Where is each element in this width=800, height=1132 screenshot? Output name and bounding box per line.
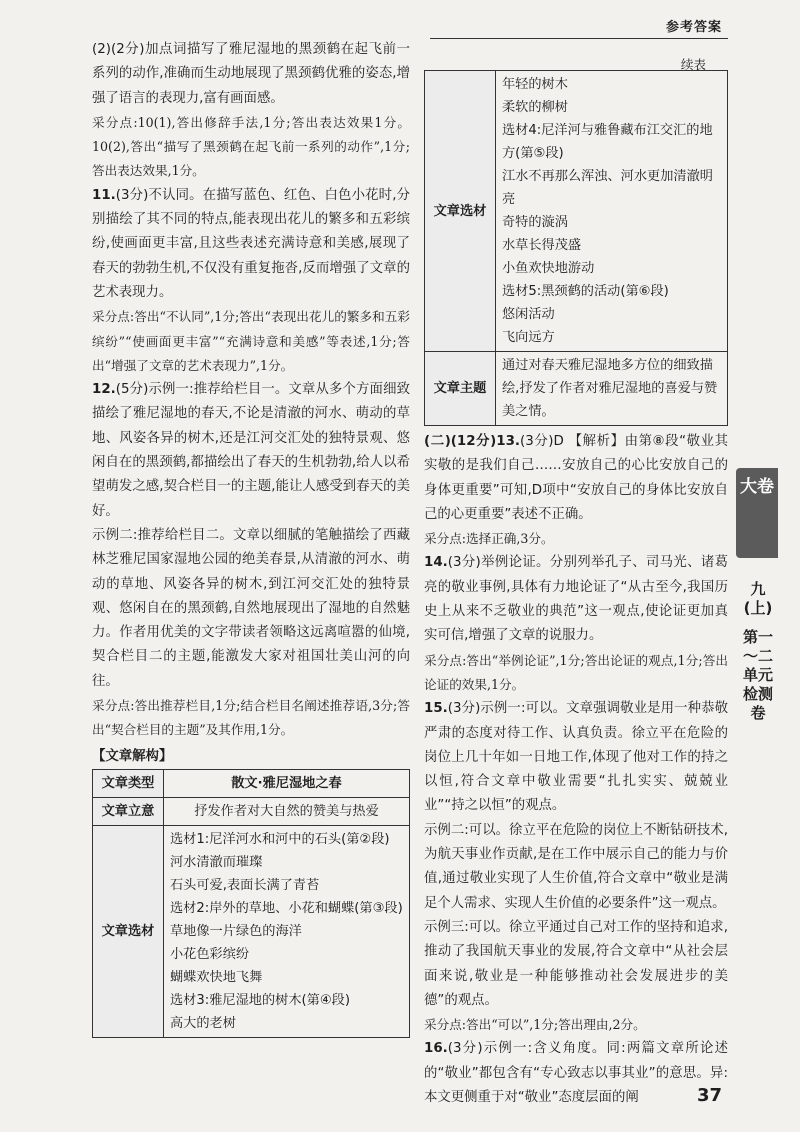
material-2: 选材2:岸外的草地、小花和蝴蝶(第③段) [170, 900, 403, 916]
material-2b: 小花色彩缤纷 [170, 946, 250, 962]
material-3b: 年轻的树木 [502, 77, 568, 92]
material-label-continued: 文章选材 [425, 71, 496, 352]
q10-scoring: 采分点:10(1),答出修辞手法,1分;答出表达效果1分。10(2),答出“描写了黑颈鹤在起飞前一系列的动作”,1分;答出表达效果,1分。 [92, 114, 410, 179]
q14-answer: (3分)举例论证。分别列举孔子、司马光、诸葛亮的敬业事例,具体有力地论证了“从古至今,我国历史上从来不乏敬业的典范”这一观点,使论证更加真实可信,增强了文章的说服力。 [424, 555, 728, 644]
material-5: 选材5:黑颈鹤的活动(第⑥段) [502, 284, 669, 299]
continued-label: 续表 [680, 57, 706, 72]
q15-scoring: 采分点:答出“可以”,1分;答出理由,2分。 [424, 1017, 646, 1033]
q13-heading: (二)(12分)13. [424, 434, 520, 449]
material-4a: 江水不再那么浑浊、河水更加清澈明亮 [502, 169, 713, 207]
q12-number: 12. [92, 382, 116, 398]
right-column [424, 70, 728, 1110]
material-3a: 高大的老树 [170, 1015, 236, 1031]
left-column [92, 38, 410, 1038]
unit-label: 第一～二单元检测卷 [742, 628, 773, 722]
q14-number: 14. [424, 555, 448, 571]
q15-example-two: 示例二:可以。徐立平在危险的岗位上不断钻研技术,为航天事业作贡献,是在工作中展示自己的能力与价值,通过敬业实现了人生价值,符合文章中“敬业是满足个人需求、实现人生价值的必要条件”这一观点。 [424, 822, 728, 911]
q10-2-answer: (2)(2分)加点词描写了雅尼湿地的黑颈鹤在起飞前一系列的动作,准确而生动地展现了黑颈鹤优雅的姿态,增强了语言的表现力,富有画面感。 [92, 42, 410, 106]
page-number: 37 [696, 1085, 722, 1106]
q13-scoring: 采分点:选择正确,3分。 [424, 531, 554, 547]
q15-example-one: (3分)示例一:可以。文章强调敬业是用一种恭敬严肃的态度对待工作、认真负责。徐立平在危险的岗位上几十年如一日地工作,体现了他对工作的持之以恒,符合文章中敬业需要“扎扎实实、兢兢业业”“持之以恒”的观点。 [424, 701, 728, 814]
material-1b: 石头可爱,表面长满了青苔 [170, 877, 320, 893]
q15-number: 15. [424, 701, 448, 717]
q11-scoring: 采分点:答出“不认同”,1分;答出“表现出花儿的繁多和五彩缤纷”“使画面更丰富”“充满诗意和美感”等表述,1分;答出“增强了文章的艺术表现力”,1分。 [92, 309, 410, 373]
material-4c: 水草长得茂盛 [502, 238, 582, 253]
material-5b: 飞向远方 [502, 330, 555, 345]
material-3c: 柔软的柳树 [502, 100, 568, 115]
type-value: 散文·雅尼湿地之春 [164, 769, 410, 797]
idea-label: 文章立意 [93, 797, 164, 825]
idea-value: 抒发作者对大自然的赞美与热爱 [164, 797, 410, 825]
material-4b: 奇特的漩涡 [502, 215, 568, 230]
material-list [164, 825, 410, 1037]
q11-answer: (3分)不认同。在描写蓝色、红色、白色小花时,分别描绘了其不同的特点,能表现出花儿的繁多和五彩缤纷,使画面更丰富,且这些表述充满诗意和美感,展现了春天的勃勃生机,不仅没有重复拖沓,反而增强了文章的艺术表现力。 [92, 187, 410, 300]
q13-answer: (3分)D 【解析】由第⑧段“敬业其实敬的是我们自己……安放自己的心比安放自己的身体更重要”可知,D项中“安放自己的身体比安放自己的心更重要”表述不正确。 [424, 434, 728, 522]
material-3: 选材3:雅尼湿地的树木(第④段) [170, 992, 351, 1008]
grade-label: 九(上) [743, 580, 773, 617]
q11-number: 11. [92, 187, 116, 203]
q15-example-three: 示例三:可以。徐立平通过自己对工作的坚持和追求,推动了我国航天事业的发展,符合文章中“从社会层面来说,敬业是一种能够推动社会发展进步的美德”的观点。 [424, 919, 728, 1008]
q16-answer: (3分)示例一:含义角度。同:两篇文章所论述的“敬业”都包含有“专心致志以事其业”的意思。异:本文更侧重于对“敬业”态度层面的阐 [424, 1041, 728, 1106]
type-label: 文章类型 [93, 769, 164, 797]
structure-heading: 【文章解构】 [92, 748, 173, 764]
side-tab: 大卷 [736, 468, 778, 558]
q12-example-one: (5分)示例一:推荐给栏目一。文章从多个方面细致描绘了雅尼湿地的春天,不论是清澈的河水、萌动的草地、风姿各异的树木,还是江河交汇处的独特景观、悠闲自在的黑颈鹤,都描绘出了春天的生机勃勃,给人以希望萌发之感,契合栏目一的主题,能让人感受到春天的美好。 [92, 382, 410, 519]
structure-table-left [92, 769, 410, 1038]
material-5a: 悠闲活动 [502, 307, 555, 322]
structure-table-right [424, 70, 728, 426]
material-4d: 小鱼欢快地游动 [502, 261, 595, 276]
material-label: 文章选材 [93, 825, 164, 1037]
theme-label: 文章主题 [425, 352, 496, 426]
q16-number: 16. [424, 1041, 448, 1057]
theme-value: 通过对春天雅尼湿地多方位的细致描绘,抒发了作者对雅尼湿地的喜爱与赞美之情。 [496, 352, 728, 426]
header-rule [430, 38, 728, 39]
material-2a: 草地像一片绿色的海洋 [170, 923, 302, 939]
q14-scoring: 采分点:答出“举例论证”,1分;答出论证的观点,1分;答出论证的效果,1分。 [424, 652, 728, 692]
page-header-title: 参考答案 [665, 20, 722, 35]
material-4: 选材4:尼洋河与雅鲁藏布江交汇的地方(第⑤段) [502, 123, 713, 161]
material-1a: 河水清澈而璀璨 [170, 854, 263, 870]
q12-example-two: 示例二:推荐给栏目二。文章以细腻的笔触描绘了西藏林芝雅尼国家湿地公园的绝美春景,从清澈的河水、萌动的草地、风姿各异的树木,到江河交汇处的独特景观、悠闲自在的黑颈鹤,自然地展现出了湿地的自然魅力。作者用优美的文字带读者领略这远离喧嚣的仙境,契合栏目二的主题,能激发大家对祖国壮美山河的向往。 [92, 527, 410, 689]
material-list-continued [496, 71, 728, 352]
material-1: 选材1:尼洋河水和河中的石头(第②段) [170, 831, 390, 847]
q12-scoring: 采分点:答出推荐栏目,1分;结合栏目名阐述推荐语,3分;答出“契合栏目的主题”及其作用,1分。 [92, 698, 410, 738]
material-2c: 蝴蝶欢快地飞舞 [170, 969, 263, 985]
